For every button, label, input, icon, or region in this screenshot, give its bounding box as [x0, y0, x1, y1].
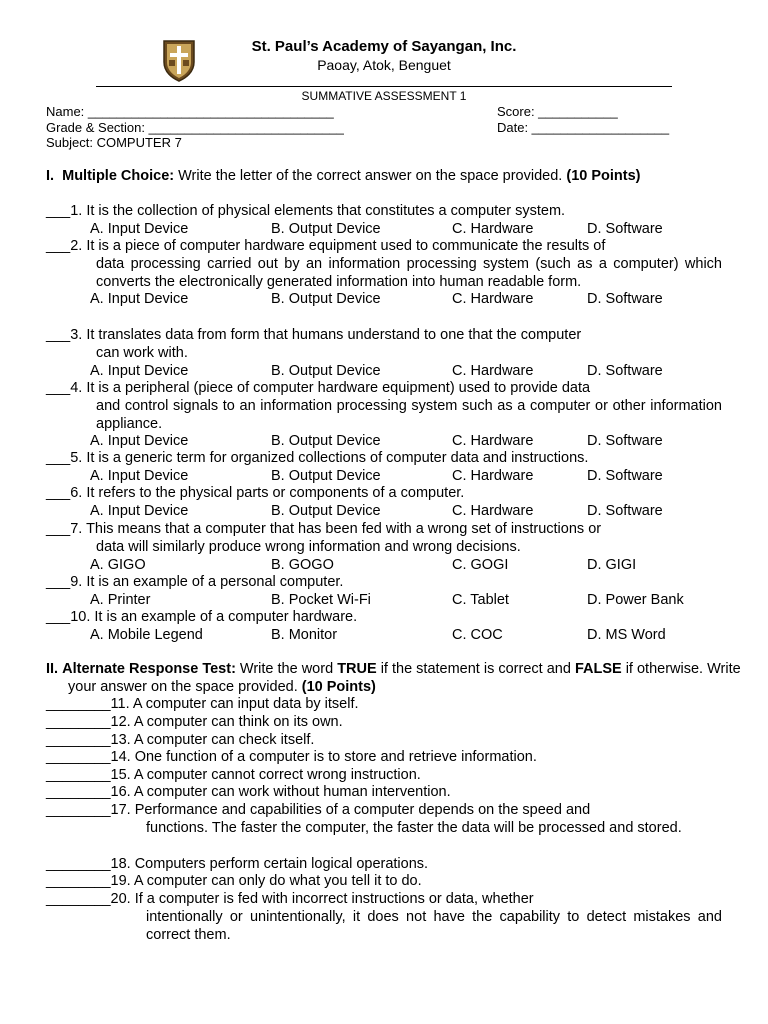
answer-blank[interactable]: ___4.: [46, 380, 83, 396]
tf-item-16: [46, 784, 722, 802]
question-1: [46, 203, 722, 239]
answer-blank[interactable]: ___1.: [46, 203, 83, 219]
page-title: SUMMATIVE ASSESSMENT 1: [301, 89, 467, 103]
choice-option: B. Output Device: [271, 291, 381, 308]
question-text-continued: can work with.: [96, 344, 188, 361]
choice-option: C. Hardware: [452, 362, 534, 379]
question-6: [46, 485, 722, 521]
choice-option: A. Input Device: [90, 362, 189, 379]
choice-option: A. Input Device: [90, 433, 189, 450]
choice-option: D. Software: [587, 502, 663, 519]
question-2: [46, 238, 722, 309]
choice-options: [46, 363, 722, 381]
choice-option: A. Input Device: [90, 502, 189, 519]
question-5: [46, 450, 722, 486]
statement-text: A computer can only do what you tell it to do.: [130, 873, 422, 889]
choice-options: [46, 503, 722, 521]
answer-blank[interactable]: ___3.: [46, 327, 83, 343]
answer-blank[interactable]: ________19.: [46, 873, 131, 889]
question-text: It is a generic term for organized collections of computer data and instructions.: [82, 450, 589, 466]
question-text: This means that a computer that has been fed with a wrong set of instructions or: [82, 521, 602, 537]
choice-options: [46, 291, 722, 309]
school-name: St. Paul’s Academy of Sayangan, Inc.: [251, 38, 517, 55]
choice-option: D. GIGI: [587, 556, 637, 573]
question-text: It is the collection of physical elements that constitutes a computer system.: [82, 203, 566, 219]
choice-option: A. GIGO: [90, 556, 146, 573]
answer-blank[interactable]: ___10.: [46, 609, 91, 625]
tf-item-17: [46, 802, 722, 838]
choice-option: B. Output Device: [271, 467, 381, 484]
header-divider: [96, 86, 672, 87]
question-7: [46, 521, 722, 575]
statement-text-continued: intentionally or unintentionally, it does not have the capability to detect mistakes and correct them.: [146, 908, 722, 943]
statement-text: A computer can check itself.: [130, 732, 315, 748]
answer-blank[interactable]: ________11.: [46, 696, 130, 712]
choice-option: C. Hardware: [452, 467, 534, 484]
statement-text: A computer can work without human intervention.: [130, 784, 451, 800]
choice-option: D. Software: [587, 291, 663, 308]
choice-option: C. Hardware: [452, 433, 534, 450]
choice-options: [46, 627, 722, 645]
question-text-continued: data processing carried out by an information processing system (such as a computer) which converts the electronically generated information into human readable form.: [96, 255, 722, 290]
choice-option: D. Software: [587, 362, 663, 379]
answer-blank[interactable]: ___7.: [46, 521, 83, 537]
statement-text: Computers perform certain logical operations.: [130, 856, 429, 872]
answer-blank[interactable]: ________16.: [46, 784, 131, 800]
tf-item-12: [46, 714, 722, 732]
choice-option: C. Hardware: [452, 502, 534, 519]
tf-item-14: [46, 749, 722, 767]
choice-option: D. Software: [587, 433, 663, 450]
question-text: It is a piece of computer hardware equipment used to communicate the results of: [82, 238, 606, 254]
choice-option: D. MS Word: [587, 626, 666, 643]
statement-text-continued: functions. The faster the computer, the faster the data will be processed and stored.: [146, 819, 682, 836]
answer-blank[interactable]: ___9.: [46, 574, 83, 590]
tf-item-11: [46, 696, 722, 714]
question-text: It translates data from form that humans understand to one that the computer: [82, 327, 582, 343]
choice-option: B. Output Device: [271, 362, 381, 379]
question-text: It refers to the physical parts or components of a computer.: [82, 485, 465, 501]
answer-blank[interactable]: ________17.: [46, 802, 131, 818]
choice-option: A. Mobile Legend: [90, 626, 203, 643]
question-4: [46, 380, 722, 451]
subject-label: Subject: COMPUTER 7: [46, 135, 182, 150]
answer-blank[interactable]: ________15.: [46, 767, 131, 783]
choice-option: D. Software: [587, 467, 663, 484]
choice-options: [46, 468, 722, 486]
tf-item-18: [46, 856, 722, 874]
choice-option: D. Software: [587, 220, 663, 237]
answer-blank[interactable]: ________12.: [46, 714, 131, 730]
tf-item-19: [46, 873, 722, 891]
statement-text: One function of a computer is to store and retrieve information.: [130, 749, 537, 765]
answer-blank[interactable]: ___2.: [46, 238, 83, 254]
choice-option: A. Input Device: [90, 467, 189, 484]
school-address: Paoay, Atok, Benguet: [317, 57, 451, 73]
choice-option: A. Printer: [90, 591, 151, 608]
choice-option: C. GOGI: [452, 556, 509, 573]
choice-option: B. Output Device: [271, 220, 381, 237]
answer-blank[interactable]: ________13.: [46, 732, 131, 748]
question-text-continued: data will similarly produce wrong information and wrong decisions.: [96, 538, 521, 555]
tf-item-13: [46, 732, 722, 750]
score-field[interactable]: Score: ___________: [497, 104, 618, 119]
choice-option: B. Monitor: [271, 626, 338, 643]
answer-blank[interactable]: ________18.: [46, 856, 131, 872]
date-field[interactable]: Date: ___________________: [497, 120, 670, 135]
choice-options: [46, 221, 722, 239]
choice-options: [46, 592, 722, 610]
question-text: It is a peripheral (piece of computer hardware equipment) used to provide data: [82, 380, 591, 396]
question-text-continued: and control signals to an information processing system such as a computer or other information appliance.: [96, 397, 722, 432]
question-text: It is an example of a computer hardware.: [90, 609, 358, 625]
question-9: [46, 609, 722, 645]
answer-blank[interactable]: ________20.: [46, 891, 131, 907]
choice-option: A. Input Device: [90, 291, 189, 308]
statement-text: Performance and capabilities of a computer depends on the speed and: [130, 802, 591, 818]
name-field[interactable]: Name: __________________________________: [46, 104, 334, 119]
statement-text: A computer can input data by itself.: [129, 696, 359, 712]
tf-item-20: [46, 891, 722, 944]
choice-option: A. Input Device: [90, 220, 189, 237]
choice-option: D. Power Bank: [587, 591, 684, 608]
choice-options: [46, 557, 722, 575]
question-text: It is an example of a personal computer.: [82, 574, 344, 590]
choice-option: C. Hardware: [452, 220, 534, 237]
grade-section-field[interactable]: Grade & Section: ___________________________: [46, 120, 344, 135]
choice-option: B. GOGO: [271, 556, 334, 573]
tf-item-15: [46, 767, 722, 785]
choice-option: B. Output Device: [271, 502, 381, 519]
statement-text: A computer cannot correct wrong instruction.: [130, 767, 421, 783]
question-3: [46, 327, 722, 381]
choice-option: B. Output Device: [271, 433, 381, 450]
part1-heading: I. Multiple Choice: Write the letter of the correct answer on the space provided. (10 Points): [46, 168, 641, 184]
choice-option: C. Hardware: [452, 291, 534, 308]
choice-option: C. Tablet: [452, 591, 509, 608]
answer-blank[interactable]: ___5.: [46, 450, 83, 466]
choice-options: [46, 433, 722, 451]
statement-text: If a computer is fed with incorrect instructions or data, whether: [130, 891, 534, 907]
part2-heading: II. Alternate Response Test: Write the word TRUE if the statement is correct and FALSE if otherwise. Write your answer on the space provided. (10 Points): [46, 661, 741, 695]
answer-blank[interactable]: ________14.: [46, 749, 131, 765]
answer-blank[interactable]: ___6.: [46, 485, 83, 501]
choice-option: C. COC: [452, 626, 503, 643]
choice-option: B. Pocket Wi-Fi: [271, 591, 371, 608]
question-8: [46, 574, 722, 610]
statement-text: A computer can think on its own.: [130, 714, 343, 730]
